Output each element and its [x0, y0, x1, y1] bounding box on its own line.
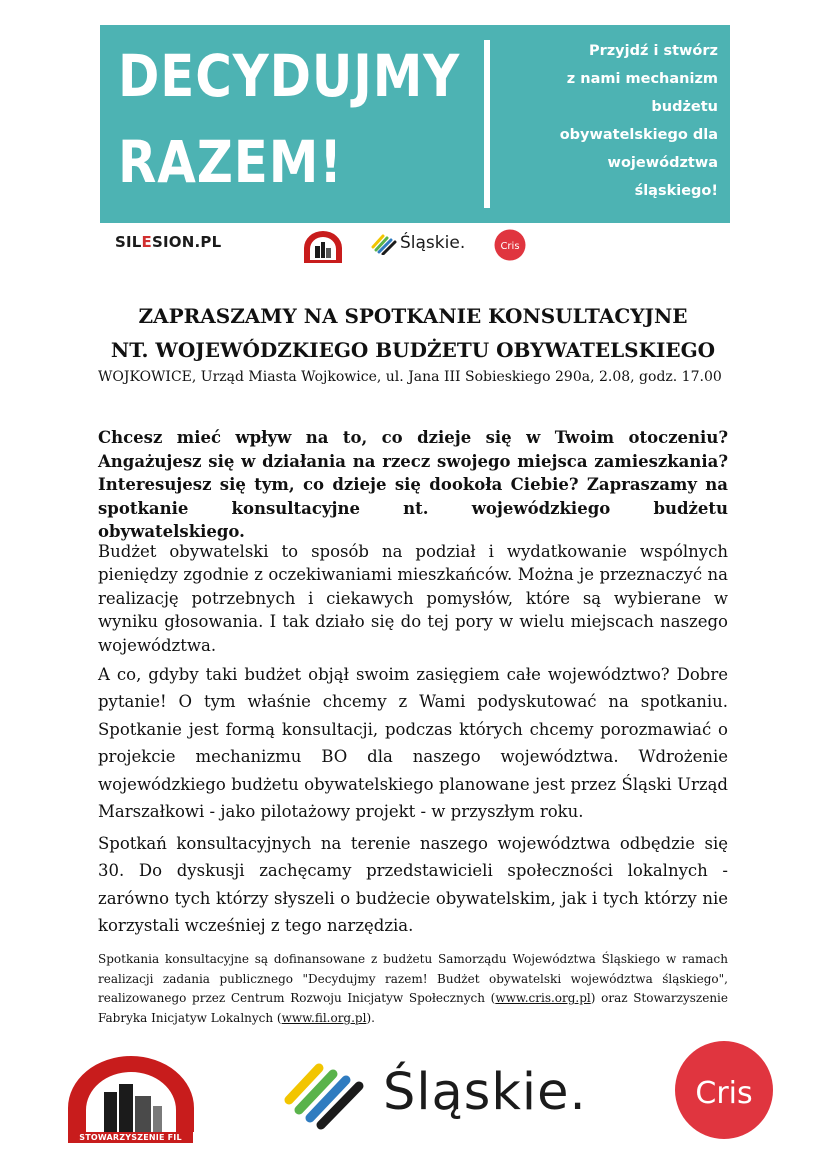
fil-logo — [62, 1052, 200, 1134]
lead-paragraph: Chcesz mieć wpływ na to, co dzieje się w Twoim otoczeniu? Angażujesz się w działania na rzecz swojego miejsca zamieszkania? Interesujesz się tym, co dzieje się dookoła Ciebie? Zapraszamy na spotkanie konsultacyjne nt. wojewódzkiego budżetu obywatelskiego. — [98, 428, 728, 542]
funding-note-text: ). — [366, 1010, 375, 1025]
tagline-line: budżetu — [651, 99, 718, 115]
cris-logo — [673, 1040, 775, 1140]
body-paragraph-1: Budżet obywatelski to sposób na podział i wydatkowanie wspólnych pieniędzy zgodnie z oczekiwaniami mieszkańców. Można je przeznaczyć na realizację potrzebnych i ciekawych pomysłów, które są wybierane w wyniku głosowania. I tak działo się do tej pory w wielu miejscach naszego województwa. — [98, 542, 728, 655]
cris-logo-text: Cris — [500, 241, 520, 252]
slaskie-logo-text-small: Śląskie. — [400, 233, 466, 253]
body-paragraph-3: Spotkań konsultacyjnych na terenie naszego województwa odbędzie się 30. Do dyskusji zachęcamy przedstawicieli społeczności lokalnych - zarówno tych którzy słyszeli o budżecie obywatelskim, jak i tych którzy nie korzystali wcześniej z tego narzędzia. — [98, 834, 728, 936]
funding-note-text: Spotkania konsultacyjne są dofinansowane z budżetu Samorządu Województwa Śląskiego w ramach realizacji zadania publicznego "Decydujmy razem! Budżet obywatelski województwa śląskiego", realizowanego przez Centrum Rozwoju Inicjatyw Społecznych ( — [98, 952, 728, 1006]
cris-website-link[interactable]: www.cris.org.pl — [495, 991, 591, 1006]
banner-title-line1: DECYDUJMY — [118, 42, 461, 110]
cris-logo-small — [493, 229, 527, 261]
campaign-banner — [100, 25, 730, 223]
tagline-line: województwa — [607, 155, 718, 171]
banner-tagline — [498, 37, 718, 205]
slaskie-emblem — [283, 1060, 373, 1130]
slaskie-logo-text: Śląskie. — [383, 1063, 587, 1122]
funding-note-text: ) oraz Stowarzyszenie Fabryka Inicjatyw Lokalnych ( — [98, 991, 728, 1025]
slaskie-emblem-small — [371, 233, 397, 255]
silesion-accent: E — [141, 233, 152, 251]
page-title-line2: NT. WOJEWÓDZKIEGO BUDŻETU OBYWATELSKIEGO — [110, 338, 716, 362]
silesion-text: SIL — [115, 233, 142, 251]
funding-note — [98, 950, 728, 1028]
fil-logo-caption: STOWARZYSZENIE FIL — [68, 1132, 193, 1143]
body-paragraph-2: A co, gdyby taki budżet objął swoim zasięgiem całe województwo? Dobre pytanie! O tym właśnie chcemy z Wami podyskutować na spotkaniu. Spotkanie jest formą konsultacji, podczas których chcemy porozmawiać o projekcie mechanizmu BO dla naszego województwa. Wdrożenie wojewódzkiego budżetu obywatelskiego planowane jest przez Śląski Urząd Marszałkowi - jako pilotażowy projekt - w przyszłym roku. — [98, 665, 728, 822]
fil-logo-small — [300, 228, 346, 264]
tagline-line: obywatelskiego dla — [559, 127, 718, 143]
tagline-line: śląskiego! — [634, 183, 718, 199]
banner-title-line2: RAZEM! — [118, 128, 343, 196]
tagline-line: Przyjdź i stwórz — [588, 43, 718, 59]
cris-logo-text: Cris — [695, 1076, 753, 1111]
event-address: WOJKOWICE, Urząd Miasta Wojkowice, ul. Jana III Sobieskiego 290a, 2.08, godz. 17.00 — [98, 369, 722, 385]
page-title-line1: ZAPRASZAMY NA SPOTKANIE KONSULTACYJNE — [138, 304, 688, 328]
silesion-text: SION.PL — [152, 233, 222, 251]
fil-website-link[interactable]: www.fil.org.pl — [281, 1010, 367, 1025]
silesion-logo — [115, 233, 221, 251]
banner-divider — [484, 40, 490, 208]
tagline-line: z nami mechanizm — [566, 71, 718, 87]
